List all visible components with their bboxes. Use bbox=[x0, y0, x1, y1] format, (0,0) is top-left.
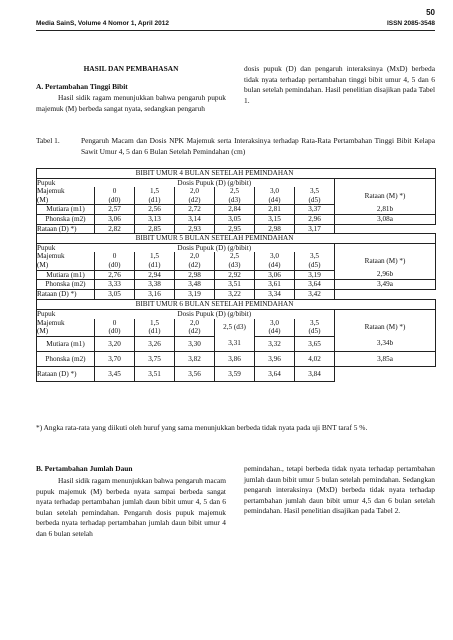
cell-value: 3,38 bbox=[135, 280, 175, 290]
cell-value: 3,64 bbox=[295, 280, 335, 290]
cell-value: 3,05 bbox=[215, 214, 255, 224]
running-header bbox=[36, 20, 435, 27]
dose-value: 0 bbox=[95, 252, 135, 261]
cell-value: 2,57 bbox=[95, 205, 135, 215]
cell-value: 3,82 bbox=[175, 351, 215, 366]
dose-code: (d2) bbox=[175, 327, 215, 336]
dose-code: (d3) bbox=[215, 196, 255, 205]
rataan-d-label: Rataan (D) *) bbox=[37, 290, 95, 300]
cell-value: 3,70 bbox=[95, 351, 135, 366]
rataan-d-value: 3,51 bbox=[135, 366, 175, 381]
row-mean: 3,85a bbox=[335, 351, 436, 366]
header-majemuk: Majemuk bbox=[37, 319, 95, 328]
rataan-d-value: 2,82 bbox=[95, 224, 135, 234]
cell-value: 3,14 bbox=[175, 214, 215, 224]
cell-value: 3,13 bbox=[135, 214, 175, 224]
rataan-d-value: 3,05 bbox=[95, 290, 135, 300]
header-rataan-m: Rataan (M) *) bbox=[335, 319, 436, 337]
dose-code: (d4) bbox=[255, 261, 295, 270]
table-header-row bbox=[37, 187, 436, 196]
cell-value: 3,33 bbox=[95, 280, 135, 290]
table-row bbox=[37, 214, 436, 224]
dose-code: (d2) bbox=[175, 196, 215, 205]
dose-value: 1,5 bbox=[135, 252, 175, 261]
dose-value: 1,5 bbox=[135, 187, 175, 196]
cell-value: 2,98 bbox=[175, 270, 215, 280]
rataan-d-value: 3,59 bbox=[215, 366, 255, 381]
header-pupuk: Pupuk bbox=[37, 243, 95, 252]
row-label: Mutiara (m1) bbox=[37, 205, 95, 215]
table-empty-cell bbox=[335, 290, 436, 300]
table-row bbox=[37, 205, 436, 215]
dose-value: 1,5 bbox=[135, 319, 175, 328]
cell-value: 3,30 bbox=[175, 336, 215, 351]
rataan-d-value: 2,85 bbox=[135, 224, 175, 234]
row-mean: 3,49a bbox=[335, 280, 436, 290]
table-caption-text: Pengaruh Macam dan Dosis NPK Majemuk serta Interaksinya terhadap Rata-Rata Pertambahan Tinggi Bibit Kelapa Sawit Umur 4, 5 dan 6 Bulan Setelah Pemindahan (cm) bbox=[81, 136, 435, 156]
cell-value: 3,15 bbox=[255, 214, 295, 224]
header-m: (M) bbox=[37, 261, 95, 270]
cell-value: 2,56 bbox=[135, 205, 175, 215]
row-label: Mutiara (m1) bbox=[37, 336, 95, 351]
dose-code: (d5) bbox=[295, 196, 335, 205]
dose-value: 3,0 bbox=[255, 252, 295, 261]
header-pupuk: Pupuk bbox=[37, 310, 95, 319]
subsection-a-body: Hasil sidik ragam menunjukkan bahwa pengaruh pupuk majemuk (M) berbeda sangat nyata, sedangkan pengaruh bbox=[36, 93, 226, 113]
table-footnote: *) Angka rata-rata yang diikuti oleh huruf yang sama menunjukkan berbeda tidak nyata pada uji BNT taraf 5 %. bbox=[36, 423, 368, 432]
rataan-d-label: Rataan (D) *) bbox=[37, 366, 95, 381]
rataan-d-value: 3,42 bbox=[295, 290, 335, 300]
cell-value: 2,81 bbox=[255, 205, 295, 215]
header-majemuk: Majemuk bbox=[37, 187, 95, 196]
table-row bbox=[37, 336, 436, 351]
dose-value: 2,0 bbox=[175, 187, 215, 196]
rataan-d-value: 3,19 bbox=[175, 290, 215, 300]
table-empty-cell bbox=[37, 169, 95, 179]
rataan-d-value: 3,34 bbox=[255, 290, 295, 300]
table-empty-cell bbox=[335, 366, 436, 381]
row-mean: 3,08a bbox=[335, 214, 436, 224]
dose-code: (d0) bbox=[95, 261, 135, 270]
cell-value: 3,75 bbox=[135, 351, 175, 366]
dose-value: 3,0 bbox=[255, 319, 295, 328]
header-dosis: Dosis Pupuk (D) (g/bibit) bbox=[95, 243, 335, 252]
dose-code: (d1) bbox=[135, 196, 175, 205]
dose-value: 2,5 bbox=[215, 187, 255, 196]
dose-value: 0 bbox=[95, 319, 135, 328]
page-number: 50 bbox=[426, 8, 435, 17]
header-m: (M) bbox=[37, 327, 95, 336]
table-header-row bbox=[37, 310, 436, 319]
rataan-d-value: 3,64 bbox=[255, 366, 295, 381]
row-mean: 2,81b bbox=[335, 205, 436, 215]
table-rataan-d-row bbox=[37, 290, 436, 300]
cell-value: 2,76 bbox=[95, 270, 135, 280]
cell-value: 3,31 bbox=[215, 336, 255, 351]
table-header-row bbox=[37, 243, 436, 252]
table-row bbox=[37, 270, 436, 280]
right-column-paragraph: dosis pupuk (D) dan pengaruh interaksinya (MxD) berbeda tidak nyata terhadap pertambahan tinggi bibit umur 4, 5 dan 6 bulan setelah pemindahan. Hasil penelitian disajikan pada Tabel 1. bbox=[244, 64, 435, 105]
cell-value: 2,96 bbox=[295, 214, 335, 224]
cell-value: 3,32 bbox=[255, 336, 295, 351]
rataan-d-value: 3,17 bbox=[295, 224, 335, 234]
table-empty-cell bbox=[335, 224, 436, 234]
dose-value: 0 bbox=[95, 187, 135, 196]
table-header-row bbox=[37, 319, 436, 328]
block-title: BIBIT UMUR 6 BULAN SETELAH PEMINDAHAN bbox=[95, 300, 335, 310]
table-block-title-row bbox=[37, 169, 436, 179]
cell-value: 2,72 bbox=[175, 205, 215, 215]
row-mean: 3,34b bbox=[335, 336, 436, 351]
dose-code: (d4) bbox=[255, 327, 295, 336]
cell-value: 3,48 bbox=[175, 280, 215, 290]
cell-value: 3,37 bbox=[295, 205, 335, 215]
header-rataan-m: Rataan (M) *) bbox=[335, 252, 436, 270]
dose-code: (d3) bbox=[215, 261, 255, 270]
header-m: (M) bbox=[37, 196, 95, 205]
table-empty-cell bbox=[335, 178, 436, 187]
subsection-b-right-body: pemindahan., tetapi berbeda tidak nyata terhadap pertambahan jumlah daun bibit umur 5 bulan setelah pemindahan. Sedangkan pengaruh interaksinya (MxD) berbeda tidak nyata terhadap pertambahan jumlah daun bibit umur 4,5 dan 6 bulan setelah pemindahan. Hasil penelitian disajikan pada Tabel 2. bbox=[244, 464, 435, 516]
table-header-row bbox=[37, 178, 436, 187]
dose-code: (d1) bbox=[135, 261, 175, 270]
cell-value: 3,65 bbox=[295, 336, 335, 351]
table-rataan-d-row bbox=[37, 224, 436, 234]
dose-value: 2,0 bbox=[175, 252, 215, 261]
cell-value: 3,20 bbox=[95, 336, 135, 351]
table-row bbox=[37, 351, 436, 366]
rataan-d-value: 2,98 bbox=[255, 224, 295, 234]
cell-value: 3,19 bbox=[295, 270, 335, 280]
table-block-title-row bbox=[37, 234, 436, 244]
dose-code: (d0) bbox=[95, 196, 135, 205]
row-label: Phonska (m2) bbox=[37, 351, 95, 366]
dose-code: (d5) bbox=[295, 327, 335, 336]
rataan-d-value: 3,45 bbox=[95, 366, 135, 381]
dose-header: 2,5 (d3) bbox=[215, 319, 255, 337]
dose-value: 2,5 bbox=[215, 252, 255, 261]
issn: ISSN 2085-3548 bbox=[386, 20, 435, 27]
cell-value: 3,06 bbox=[95, 214, 135, 224]
cell-value: 3,96 bbox=[255, 351, 295, 366]
subsection-a-title: A. Pertambahan Tinggi Bibit bbox=[36, 82, 128, 91]
block-title: BIBIT UMUR 4 BULAN SETELAH PEMINDAHAN bbox=[95, 169, 335, 179]
table-row bbox=[37, 280, 436, 290]
rataan-d-value: 3,16 bbox=[135, 290, 175, 300]
cell-value: 3,51 bbox=[215, 280, 255, 290]
row-label: Phonska (m2) bbox=[37, 214, 95, 224]
row-label: Mutiara (m1) bbox=[37, 270, 95, 280]
cell-value: 3,61 bbox=[255, 280, 295, 290]
rataan-d-value: 2,95 bbox=[215, 224, 255, 234]
dose-code: (d1) bbox=[135, 327, 175, 336]
rataan-d-label: Rataan (D) *) bbox=[37, 224, 95, 234]
table-rataan-d-row bbox=[37, 366, 436, 381]
cell-value: 2,94 bbox=[135, 270, 175, 280]
dose-code: (d4) bbox=[255, 196, 295, 205]
dose-code: (d0) bbox=[95, 327, 135, 336]
rataan-d-value: 2,93 bbox=[175, 224, 215, 234]
cell-value: 3,06 bbox=[255, 270, 295, 280]
table-empty-cell bbox=[335, 243, 436, 252]
dose-code: (d2) bbox=[175, 261, 215, 270]
table-caption-label: Tabel 1. bbox=[36, 136, 60, 145]
header-rataan-m: Rataan (M) *) bbox=[335, 187, 436, 205]
subsection-b-title: B. Pertambahan Jumlah Daun bbox=[36, 464, 133, 473]
dose-value: 3,5 bbox=[295, 319, 335, 328]
dose-value: 3,5 bbox=[295, 187, 335, 196]
table-empty-cell bbox=[335, 169, 436, 179]
dose-value: 2,0 bbox=[175, 319, 215, 328]
results-table bbox=[36, 168, 436, 382]
header-majemuk: Majemuk bbox=[37, 252, 95, 261]
subsection-b-left-body: Hasil sidik ragam menunjukkan bahwa pengaruh macam pupuk majemuk (M) berbeda nyata sampai berbeda sangat nyata terhadap pertambahan jumlah daun bibit umur 4, 5 dan 6 bulan setelah pemindahan. Pengaruh dosis pupuk majemuk berbeda nyata terhadap pertambahan jumlah daun bibit umur 4 dan 6 bulan setelah bbox=[36, 476, 226, 538]
table-block-title-row bbox=[37, 300, 436, 310]
table-header-row bbox=[37, 252, 436, 261]
rataan-d-value: 3,22 bbox=[215, 290, 255, 300]
block-title: BIBIT UMUR 5 BULAN SETELAH PEMINDAHAN bbox=[95, 234, 335, 244]
table-empty-cell bbox=[37, 234, 95, 244]
dose-value: 3,0 bbox=[255, 187, 295, 196]
cell-value: 3,26 bbox=[135, 336, 175, 351]
header-rule bbox=[36, 30, 435, 31]
header-dosis: Dosis Pupuk (D) (g/bibit) bbox=[95, 178, 335, 187]
row-mean: 2,96b bbox=[335, 270, 436, 280]
row-label: Phonska (m2) bbox=[37, 280, 95, 290]
table-empty-cell bbox=[335, 234, 436, 244]
rataan-d-value: 3,56 bbox=[175, 366, 215, 381]
rataan-d-value: 3,84 bbox=[295, 366, 335, 381]
dose-code: (d5) bbox=[295, 261, 335, 270]
cell-value: 2,84 bbox=[215, 205, 255, 215]
table-empty-cell bbox=[335, 300, 436, 310]
section-title: HASIL DAN PEMBAHASAN bbox=[83, 64, 179, 73]
dose-value: 3,5 bbox=[295, 252, 335, 261]
table-empty-cell bbox=[37, 300, 95, 310]
header-dosis: Dosis Pupuk (D) (g/bibit) bbox=[95, 310, 335, 319]
header-pupuk: Pupuk bbox=[37, 178, 95, 187]
table-empty-cell bbox=[335, 310, 436, 319]
cell-value: 4,02 bbox=[295, 351, 335, 366]
cell-value: 3,86 bbox=[215, 351, 255, 366]
cell-value: 2,92 bbox=[215, 270, 255, 280]
journal-name: Media SainS, Volume 4 Nomor 1, April 2012 bbox=[36, 20, 169, 27]
